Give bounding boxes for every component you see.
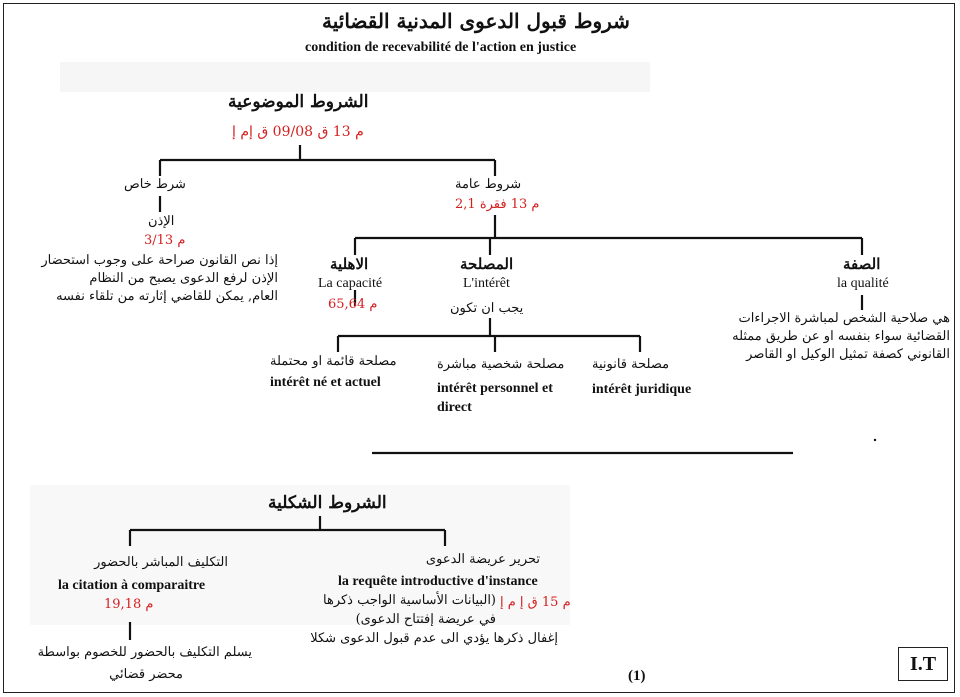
permission-ref: م 3/13 bbox=[144, 233, 186, 248]
general-conditions-label: شروط عامة bbox=[455, 177, 522, 192]
capacity-ref: م 65,64 bbox=[328, 297, 378, 312]
summons-ref: م 19,18 bbox=[104, 597, 154, 612]
stray-dot bbox=[874, 439, 876, 441]
interest-must-be: يجب ان تكون bbox=[450, 301, 524, 316]
permission-label: الإذن bbox=[148, 214, 175, 229]
capacity-fr: La capacité bbox=[318, 276, 383, 291]
capacity-ar: الاهلية bbox=[330, 255, 369, 273]
substantive-title: الشروط الموضوعية bbox=[228, 92, 369, 112]
petition-ref: م 15 ق إ م إ bbox=[500, 595, 571, 610]
formal-title: الشروط الشكلية bbox=[268, 493, 387, 513]
interest-fr: L'intérêt bbox=[463, 276, 510, 291]
petition-desc-2: في عريضة إفتتاح الدعوى) bbox=[355, 612, 496, 627]
summons-ar: التكليف المباشر بالحضور bbox=[94, 555, 228, 570]
summons-fr: la citation à comparaitre bbox=[58, 578, 206, 593]
substantive-reference: م 13 ق 09/08 ق إم إ bbox=[232, 124, 364, 140]
author-initials-badge bbox=[898, 647, 948, 681]
interest-type-1-ar: مصلحة قائمة او محتملة bbox=[270, 354, 397, 369]
interest-type-2-ar: مصلحة شخصية مباشرة bbox=[437, 357, 565, 372]
petition-desc-1: (البيانات الأساسية الواجب ذكرها bbox=[323, 593, 496, 608]
interest-type-2-fr: intérêt personnel et direct bbox=[437, 381, 553, 415]
quality-ar: الصفة bbox=[843, 255, 881, 273]
interest-type-1-fr: intérêt né et actuel bbox=[270, 375, 381, 390]
petition-ar: تحرير عريضة الدعوى bbox=[425, 552, 540, 567]
special-condition-label: شرط خاص bbox=[124, 177, 186, 192]
quality-desc-1: هي صلاحية الشخص لمباشرة الاجراءات bbox=[738, 311, 950, 326]
petition-fr: la requête introductive d'instance bbox=[338, 574, 538, 589]
interest-type-3-ar: مصلحة قانونية bbox=[592, 357, 670, 372]
author-initials: I.T bbox=[909, 652, 937, 675]
permission-desc-2: الإذن لرفع الدعوى يصبح من النظام bbox=[89, 271, 278, 286]
general-conditions-ref: م 13 فقرة 2,1 bbox=[455, 197, 540, 212]
summons-desc-1: يسلم التكليف بالحضور للخصوم بواسطة bbox=[37, 645, 252, 660]
page-title-fr: condition de recevabilité de l'action en justice bbox=[305, 40, 577, 55]
interest-type-3-fr: intérêt juridique bbox=[592, 382, 692, 397]
page-title-ar: شروط قبول الدعوى المدنية القضائية bbox=[322, 9, 630, 33]
summons-desc-2: محضر قضائي bbox=[109, 667, 183, 682]
page-number: (1) bbox=[628, 668, 646, 684]
quality-desc-3: القانوني كصفة تمثيل الوكيل او القاصر bbox=[746, 347, 950, 362]
permission-desc-3: العام, يمكن للقاضي إثارته من تلقاء نفسه bbox=[56, 289, 278, 304]
permission-desc-1: إذا نص القانون صراحة على وجوب استحضار bbox=[41, 253, 278, 268]
petition-desc-3: إغفال ذكرها يؤدي الى عدم قبول الدعوى شكلا bbox=[310, 631, 558, 646]
interest-ar: المصلحة bbox=[460, 255, 514, 273]
quality-fr: la qualité bbox=[837, 276, 889, 291]
quality-desc-2: القضائية سواء بنفسه او عن طريق ممثله bbox=[732, 329, 950, 344]
